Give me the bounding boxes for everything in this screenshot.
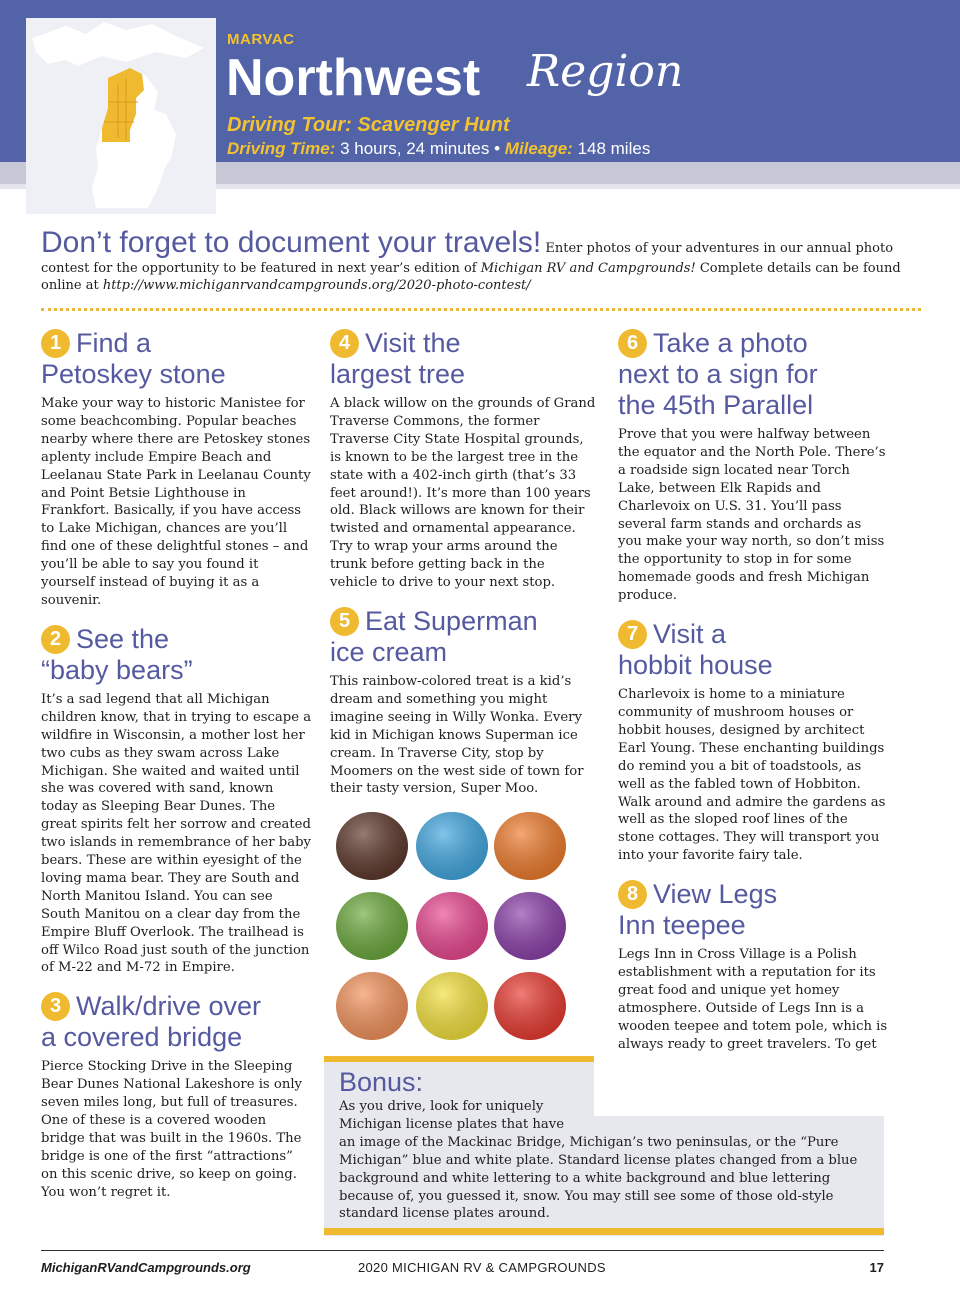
footer-publication: 2020 MICHIGAN RV & CAMPGROUNDS (358, 1260, 606, 1275)
separator-dot: • (494, 139, 501, 158)
section-body: It’s a sad legend that all Michigan children know, that in trying to escape a wildfire in Wisconsin, a mother lost her two cubs as they swam across Lake Michigan. She waited and waited until she was covered with sand, known today as Sleeping Bear Dunes. The great spirits felt her sorrow and created two islands in remembrance of her baby bears. These are within eyesight of the loving mama bear. They are South and North Manitou Island. You can see South Manitou on a clear day from the Empire Bluff Overlook. The trailhead is off Wilco Road just south of the junction of M-22 and M-72 in Empire. (41, 691, 312, 976)
section-heading-line2: hobbit house (618, 650, 773, 681)
number-badge: 6 (618, 329, 647, 358)
section-body: Charlevoix is home to a miniature community of mushroom houses or hobbit houses, designed by architect Earl Young. These enchanting buildings do remind you a bit of toadstools, as well as the fabled town of Hobbiton. Walk around and admire the gardens as well as the sloped roof lines of the stone cottages. They will transport you into your favorite fairy tale. (618, 687, 886, 864)
section-body: A black willow on the grounds of Grand Traverse Commons, the former Traverse City State Hospital grounds, is known to be the largest tree in the state with a 402-inch girth (that’s 33 feet around!). It’s more than 100 years old. Black willows are known for their twisted and ornamental appearance. Try to wrap your arms around the trunk before getting back in the vehicle to drive to your next stop. (330, 396, 596, 591)
section-heading: Find a (76, 328, 152, 358)
number-badge: 3 (41, 992, 70, 1021)
section-body: This rainbow-colored treat is a kid’s dream and something you might imagine seeing in Willy Wonka. Every kid in Michigan knows Superman ice cream. In Traverse City, stop by Moomers on the west side of town for their tasty version, Super Moo. (330, 673, 584, 797)
intro-publication: Michigan RV and Campgrounds! (480, 261, 696, 276)
section-heading-line2: Petoskey stone (41, 359, 226, 389)
bonus-text-part1: As you drive, look for uniquely Michigan license plates that have (339, 1099, 565, 1132)
section-7 (618, 619, 888, 865)
column-left (41, 328, 313, 1202)
number-badge: 1 (41, 329, 70, 358)
section-1 (41, 328, 313, 610)
footer-website-link[interactable]: MichiganRVandCampgrounds.org (41, 1260, 251, 1275)
page-number: 17 (869, 1260, 884, 1275)
dotted-divider (41, 308, 921, 311)
bonus-text-part2: an image of the Mackinac Bridge, Michigan’s two peninsulas, or the “Pure Michigan” blue and white plate. Standard license plates changed from a blue background and white lettering to a white background and blue lettering because of, you guessed it, snow. You may still see some of those old-style standard license plates around. (339, 1134, 858, 1222)
section-2 (41, 624, 313, 978)
bonus-top-rule (324, 1056, 594, 1062)
contest-url-link[interactable]: http://www.michiganrvandcampgrounds.org/2020-photo-contest/ (102, 278, 531, 293)
bonus-box (324, 1056, 884, 1236)
section-heading: Visit a (653, 619, 727, 650)
section-heading: See the (76, 623, 170, 654)
ice-cream-scoops-image (328, 808, 574, 1048)
driving-time-label: Driving Time: (227, 139, 336, 158)
column-right (618, 328, 888, 1107)
number-badge: 2 (41, 625, 70, 654)
section-heading: Visit the (365, 328, 461, 358)
section-heading-line2: next to a sign for (618, 359, 818, 389)
column-middle (330, 328, 596, 798)
number-badge: 7 (618, 620, 647, 649)
section-heading-line2: largest tree (330, 359, 466, 389)
section-4 (330, 328, 596, 592)
section-heading-line2: a covered bridge (41, 1022, 243, 1053)
section-6 (618, 328, 888, 605)
bonus-heading: Bonus: (339, 1067, 424, 1097)
number-badge: 8 (618, 880, 647, 909)
section-heading-line2: Inn teepee (618, 910, 746, 941)
section-heading-line3: the 45th Parallel (618, 390, 814, 420)
bonus-bottom-rule (324, 1228, 884, 1235)
section-body: Legs Inn in Cross Village is a Polish establishment with a reputation for its great food and unique yet homey atmosphere. Outside of Legs Inn is a wooden teepee and totem pole, which is always ready to greet travelers. To get (618, 947, 888, 1052)
number-badge: 4 (330, 329, 359, 358)
section-heading-line2: “baby bears” (41, 654, 193, 685)
brand-label: MARVAC (227, 31, 295, 48)
section-heading: Take a photo (653, 328, 808, 358)
section-body: Pierce Stocking Drive in the Sleeping Bear Dunes National Lakeshore is only seven miles long, but full of treasures. One of these is a covered wooden bridge that was built in the 1960s. The bridge is one of the first “attractions” on this scenic drive, so keep on going. You won’t regret it. (41, 1059, 302, 1200)
number-badge: 5 (330, 607, 359, 636)
section-heading-line2: ice cream (330, 636, 448, 667)
michigan-map-icon (26, 18, 216, 214)
intro-heading: Don’t forget to document your travels! (41, 226, 542, 259)
intro-text-a: Enter photos of your adventures in our annual photo contest for the opportunity to be featured in next year’s edition of (41, 241, 894, 276)
section-body: Prove that you were halfway between the equator and the North Pole. There’s a roadside sign located near Torch Lake, between Elk Rapids and Charlevoix on U.S. 31. You’ll pass several farm stands and orchards as you make your way north, so don’t miss the opportunity to stop in for some homemade goods and fresh Michigan produce. (618, 427, 886, 604)
page-title-script: Region (527, 46, 684, 97)
footer-rule (41, 1250, 884, 1251)
intro-paragraph (41, 226, 921, 294)
section-heading: Walk/drive over (76, 991, 262, 1022)
drive-info (227, 139, 650, 159)
section-5 (330, 606, 596, 798)
page-title: Northwest (226, 49, 481, 107)
section-3 (41, 991, 313, 1201)
section-heading: View Legs (653, 879, 778, 910)
driving-time-value: 3 hours, 24 minutes (340, 139, 490, 158)
section-heading: Eat Superman (365, 605, 538, 636)
tour-subtitle: Driving Tour: Scavenger Hunt (227, 114, 510, 136)
mileage-value: 148 miles (577, 139, 651, 158)
section-body: Make your way to historic Manistee for some beachcombing. Popular beaches nearby where there are Petoskey stones aplenty include Empire Beach and Leelanau State Park in Leelanau County and Point Betsie Lighthouse in Frankfort. Basically, if you have access to Lake Michigan, chances are you’ll find one of these delightful stones – and you’ll be able to say you found it yourself instead of buying it as a souvenir. (41, 396, 311, 608)
intro-text-b: Complete details can be found online at (41, 261, 901, 293)
mileage-label: Mileage: (504, 139, 573, 158)
